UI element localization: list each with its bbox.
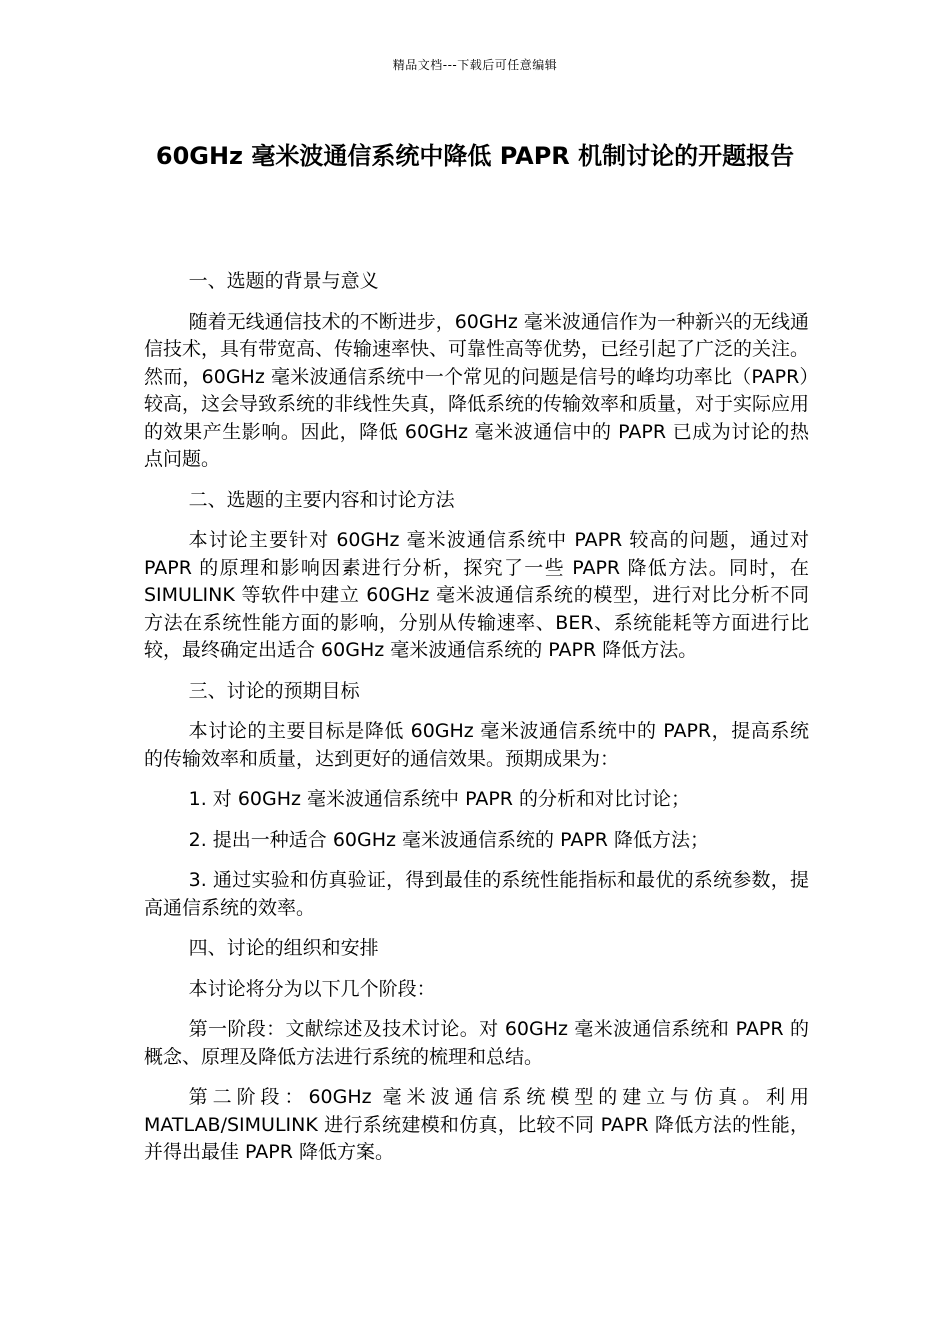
paragraph-phase-2: 第二阶段：60GHz 毫米波通信系统模型的建立与仿真。利用 MATLAB/SIMULINK 进行系统建模和仿真，比较不同 PAPR 降低方法的性能，并得出最佳 PAPR 降低方案。	[144, 1086, 809, 1163]
document-title: 60GHz 毫米波通信系统中降低 PAPR 机制讨论的开题报告	[155, 142, 795, 170]
list-item-goal-2: 2. 提出一种适合 60GHz 毫米波通信系统的 PAPR 降低方法；	[188, 828, 710, 851]
section-heading-content-methods: 二、选题的主要内容和讨论方法	[188, 488, 455, 511]
paragraph-goals: 本讨论的主要目标是降低 60GHz 毫米波通信系统中的 PAPR，提高系统的传输效率和质量，达到更好的通信效果。预期成果为：	[144, 720, 809, 770]
section-heading-goals: 三、讨论的预期目标	[188, 679, 360, 702]
section-heading-organization: 四、讨论的组织和安排	[188, 937, 379, 959]
paragraph-background: 随着无线通信技术的不断进步，60GHz 毫米波通信作为一种新兴的无线通信技术，具有带宽高、传输速率快、可靠性高等优势，已经引起了广泛的关注。然而，60GHz 毫米波通信系统中一个常见的问题是信号的峰均功率比（PAPR）较高，这会导致系统的非线性失真，降低系统的传输效率和质量，对于实际应用的效果产生影响。因此，降低 60GHz 毫米波通信中的 PAPR 已成为讨论的热点问题。	[144, 310, 810, 470]
list-item-goal-1: 1. 对 60GHz 毫米波通信系统中 PAPR 的分析和对比讨论；	[188, 788, 691, 810]
page-header-note: 精品文档---下载后可任意编辑	[392, 58, 558, 72]
paragraph-organization-intro: 本讨论将分为以下几个阶段：	[188, 977, 436, 1000]
section-heading-background: 一、选题的背景与意义	[188, 270, 379, 292]
paragraph-phase-1: 第一阶段：文献综述及技术讨论。对 60GHz 毫米波通信系统和 PAPR 的概念、原理及降低方法进行系统的梳理和总结。	[144, 1018, 809, 1068]
list-item-goal-3: 3. 通过实验和仿真验证，得到最佳的系统性能指标和最优的系统参数，提高通信系统的效率。	[144, 869, 809, 919]
document-body	[144, 268, 809, 1180]
paragraph-content-methods: 本讨论主要针对 60GHz 毫米波通信系统中 PAPR 较高的问题，通过对 PAPR 的原理和影响因素进行分析，探究了一些 PAPR 降低方法。同时，在 SIMULINK 等软件中建立 60GHz 毫米波通信系统的模型，进行对比分析不同方法在系统性能方面的影响，分别从传输速率、BER、系统能耗等方面进行比较，最终确定出适合 60GHz 毫米波通信系统的 PAPR 降低方法。	[144, 529, 810, 661]
